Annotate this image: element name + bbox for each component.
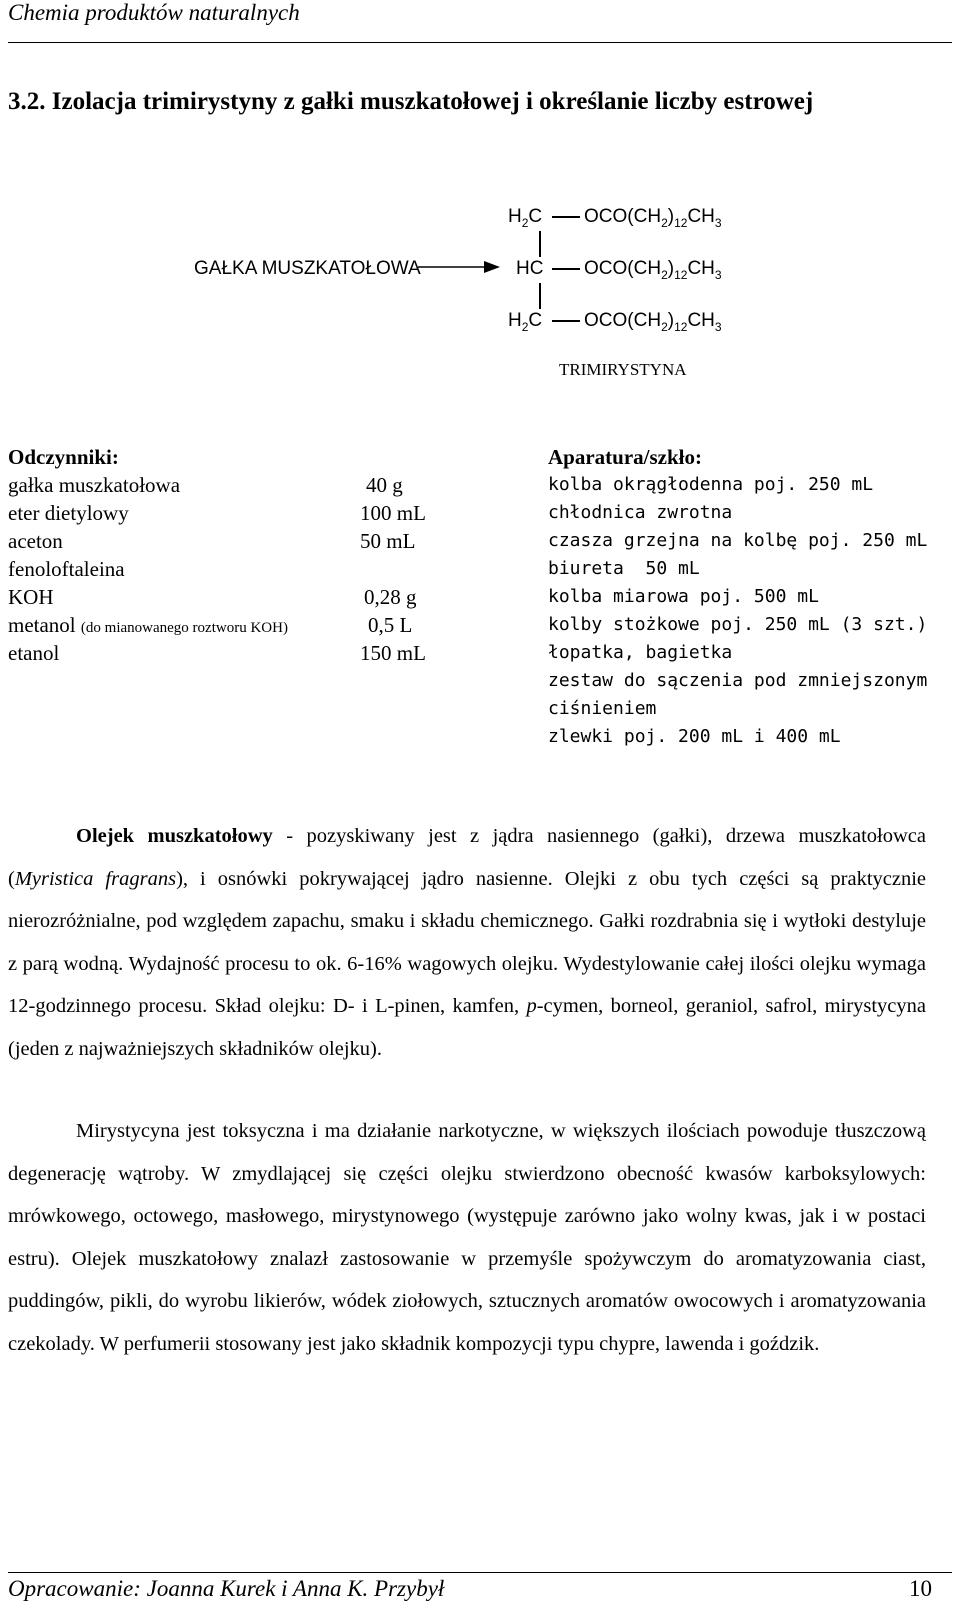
apparatus-item: zlewki poj. 200 mL i 400 mL [548,726,841,747]
scheme-chain-1: $OCO(CH_2)_{12}CH_3$ [584,206,722,230]
paragraph-mirystycyna: Mirystycyna jest toksyczna i ma działanie narkotyczne, w większych ilościach powoduje tłuszczową degenerację wątroby. W zmydlającej się części olejku stwierdzono obecność kwasów karboksylowych: mrówkowego, octowego, masłowego, mirystynowego (występuje zarówno jako wolny kwas, jak i w postaci estru). Olejek muszkatołowy znalazł zastosowanie w przemyśle spożywczym do aromatyzowania ciast, puddingów, pikli, do wyrobu likierów, wódek ziołowych, sztucznych aromatów owocowych i aromatyzowania czekolady. W perfumerii stosowany jest jako składnik kompozycji typu chypre, lawenda i goździk. [8,1120,926,1355]
apparatus-heading: Aparatura/szkło: [548,445,702,469]
reagent-row-metanol [8,611,288,642]
reagent-name: etanol [8,641,60,665]
scheme-product-label: TRIMIRYSTYNA [559,360,687,379]
reagent-name: metanol [8,613,76,637]
apparatus-item: kolba miarowa poj. 500 mL [548,586,819,607]
reagents-heading: Odczynniki: [8,445,119,469]
arrow-head-icon [484,261,500,273]
running-header: Chemia produktów naturalnych [8,0,300,25]
apparatus-item: kolba okrągłodenna poj. 250 mL [548,474,874,495]
reaction-arrow-and-bonds [0,0,960,400]
footer-authors: Opracowanie: Joanna Kurek i Anna K. Przybył [8,1576,445,1601]
reagent-amount: 0,5 L [368,613,413,637]
apparatus-item: kolby stożkowe poj. 250 mL (3 szt.) [548,614,928,635]
paragraph-olejek: Olejek muszkatołowy - pozyskiwany jest z jądra nasiennego (gałki), drzewa muszkatołowca (Myristica fragrans), i osnówki pokrywającej jądro nasienne. Olejki z obu tych części są praktycznie nierozróżnialne, pod względem zapachu, smaku i składu chemicznego. Gałki rozdrabnia się i wytłoki destyluje z parą wodną. Wydajność procesu to ok. 6-16% wagowych olejku. Wydestylowanie całej ilości olejku wymaga 12-godzinnego procesu. Skład olejku: D- i L-pinen, kamfen, p-cymen, borneol, geraniol, safrol, mirystycyna (jeden z najważniejszych składników olejku). [8,825,927,1060]
apparatus-item: biureta 50 mL [548,558,700,579]
footer-rule [8,1572,952,1573]
page-number: 10 [909,1576,932,1601]
apparatus-item: łopatka, bagietka [548,642,733,663]
reagent-name: gałka muszkatołowa [8,473,181,497]
reagent-amount: 0,28 g [364,585,417,609]
reagent-amount: 40 g [366,473,403,497]
reagent-amount: 100 mL [360,501,426,525]
reagent-name: KOH [8,585,54,609]
scheme-chain-2: $OCO(CH_2)_{12}CH_3$ [584,258,722,282]
reagent-name: eter dietylowy [8,501,129,525]
reagent-note: (do mianowanego roztworu KOH) [80,620,288,636]
scheme-chain-3: $OCO(CH_2)_{12}CH_3$ [584,310,722,334]
reagent-name: fenoloftaleina [8,557,125,581]
scheme-carbon-1: $H_2C$ [508,206,543,230]
scheme-carbon-3: $H_2C$ [508,310,543,334]
apparatus-item: zestaw do sączenia pod zmniejszonym [548,670,928,691]
scheme-carbon-2: HC [516,258,544,279]
reagent-amount: 50 mL [360,529,416,553]
reagent-name: aceton [8,529,63,553]
apparatus-item: chłodnica zwrotna [548,502,733,523]
reagent-amount: 150 mL [360,641,426,665]
apparatus-item: ciśnieniem [548,698,657,719]
section-title: 3.2. Izolacja trimirystyny z gałki muszkatołowej i określanie liczby estrowej [8,88,814,115]
scheme-source-label: GAŁKA MUSZKATOŁOWA [194,258,421,279]
apparatus-item: czasza grzejna na kolbę poj. 250 mL [548,530,928,551]
